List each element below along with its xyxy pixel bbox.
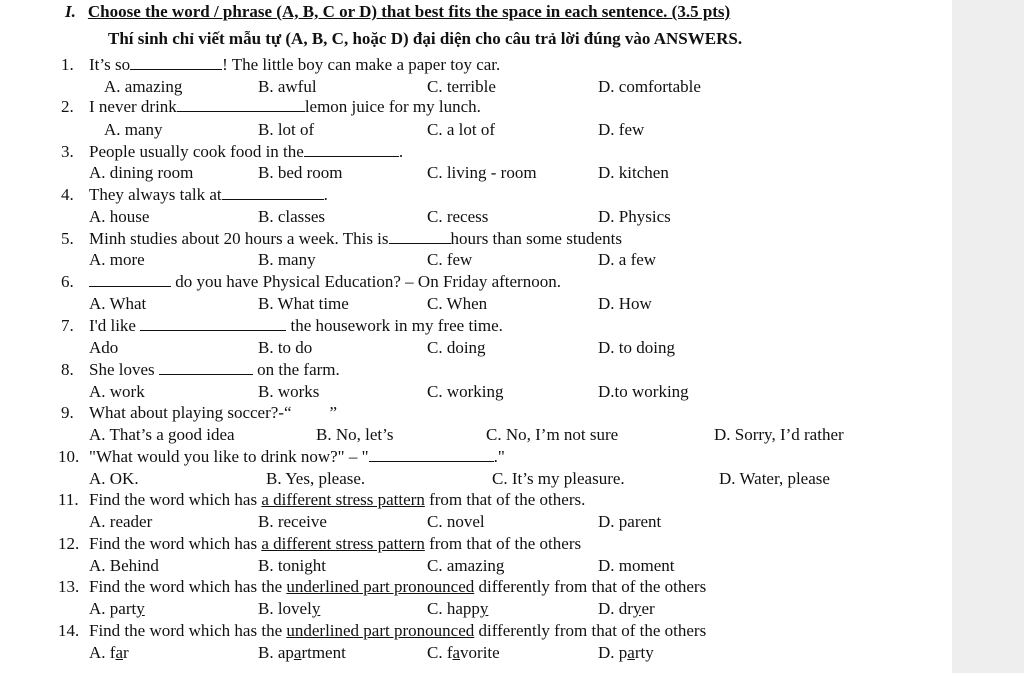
question-stem: Find the word which has a different stress pattern from that of the others	[89, 534, 582, 553]
option-d: D. few	[598, 120, 645, 139]
answer-blank	[140, 316, 286, 331]
question-number: 9.	[61, 403, 74, 422]
option-b: B. What time	[258, 294, 349, 313]
option-a: A. more	[89, 250, 145, 269]
option-d: D. moment	[598, 556, 675, 575]
option-a: A. work	[89, 382, 145, 401]
question-stem: Minh studies about 20 hours a week. This is hours than some students	[89, 229, 622, 248]
option-d: D. dryer	[598, 599, 655, 618]
option-d: D. How	[598, 294, 652, 313]
page-margin	[952, 0, 1024, 673]
question-stem: People usually cook food in the .	[89, 142, 404, 161]
question-stem: They always talk at .	[89, 185, 328, 204]
option-b: B. classes	[258, 207, 326, 226]
question-stem: What about playing soccer?-“ ”	[89, 403, 338, 422]
option-d: D. Sorry, I’d rather	[714, 425, 844, 444]
option-a: A. OK.	[89, 469, 139, 488]
question-stem: "What would you like to drink now?" – " ."	[89, 447, 505, 466]
option-c: C. working	[427, 382, 504, 401]
option-d: D. Water, please	[719, 469, 830, 488]
question-number: 8.	[61, 360, 74, 379]
option-d: D. Physics	[598, 207, 671, 226]
question-stem: Find the word which has a different stress pattern from that of the others.	[89, 490, 586, 509]
option-a: Ado	[89, 338, 119, 357]
option-b: B. lovely	[258, 599, 321, 618]
option-c: C. When	[427, 294, 488, 313]
question-stem: I never drink lemon juice for my lunch.	[89, 97, 481, 116]
option-c: C. amazing	[427, 556, 505, 575]
question-number: 3.	[61, 142, 74, 161]
answer-blank	[130, 55, 222, 70]
option-a: A. Behind	[89, 556, 159, 575]
option-c: C. terrible	[427, 77, 496, 96]
section-number: I.	[65, 2, 76, 21]
question-number: 14.	[58, 621, 80, 640]
option-c: C. doing	[427, 338, 486, 357]
option-a: A. amazing	[104, 77, 183, 96]
option-c: C. It’s my pleasure.	[492, 469, 625, 488]
option-a: A. party	[89, 599, 145, 618]
question-number: 5.	[61, 229, 74, 248]
question-number: 4.	[61, 185, 74, 204]
question-stem: Find the word which has the underlined part pronounced differently from that of the others	[89, 577, 707, 596]
option-a: A. far	[89, 643, 129, 662]
answer-blank	[222, 185, 324, 200]
option-a: A. That’s a good idea	[89, 425, 235, 444]
option-c: C. favorite	[427, 643, 500, 662]
option-c: C. No, I’m not sure	[486, 425, 619, 444]
option-a: A. reader	[89, 512, 153, 531]
option-d: D. to doing	[598, 338, 675, 357]
option-d: D. parent	[598, 512, 662, 531]
option-b: B. apartment	[258, 643, 346, 662]
question-number: 13.	[58, 577, 80, 596]
answer-blank	[177, 97, 305, 112]
section-instruction: Thí sinh chỉ viết mẫu tự (A, B, C, hoặc D) đại diện cho câu trả lời đúng vào ANSWERS.	[108, 29, 743, 48]
option-b: B. many	[258, 250, 316, 269]
option-b: B. to do	[258, 338, 313, 357]
question-number: 12.	[58, 534, 80, 553]
option-b: B. works	[258, 382, 320, 401]
section-title: Choose the word / phrase (A, B, C or D) that best fits the space in each sentence. (3.5 pts)	[87, 2, 731, 21]
option-c: C. recess	[427, 207, 489, 226]
option-a: A. dining room	[89, 163, 194, 182]
answer-blank	[159, 360, 253, 375]
question-number: 2.	[61, 97, 74, 116]
option-c: C. happy	[427, 599, 489, 618]
option-b: B. awful	[258, 77, 317, 96]
question-stem: I'd like the housework in my free time.	[89, 316, 503, 335]
answer-blank	[389, 229, 451, 244]
option-b: B. tonight	[258, 556, 327, 575]
question-stem: She loves on the farm.	[89, 360, 340, 379]
option-d: D. a few	[598, 250, 657, 269]
option-a: A. many	[104, 120, 163, 139]
option-d: D. kitchen	[598, 163, 669, 182]
option-c: C. living - room	[427, 163, 537, 182]
question-number: 7.	[61, 316, 74, 335]
question-number: 6.	[61, 272, 74, 291]
option-b: B. No, let’s	[316, 425, 394, 444]
option-c: C. novel	[427, 512, 485, 531]
answer-blank	[304, 142, 399, 157]
option-c: C. a lot of	[427, 120, 495, 139]
option-b: B. lot of	[258, 120, 315, 139]
answer-blank	[369, 447, 494, 462]
question-stem: do you have Physical Education? – On Friday afternoon.	[89, 272, 561, 292]
option-a: A. house	[89, 207, 150, 226]
option-c: C. few	[427, 250, 473, 269]
question-number: 10.	[58, 447, 80, 466]
option-d: D.to working	[598, 382, 689, 401]
answer-blank	[89, 272, 171, 287]
option-b: B. Yes, please.	[266, 469, 366, 488]
section-heading	[65, 2, 730, 22]
question-number: 11.	[58, 490, 79, 509]
question-stem: It’s so ! The little boy can make a paper toy car.	[89, 55, 501, 74]
question-number: 1.	[61, 55, 74, 74]
option-b: B. bed room	[258, 163, 343, 182]
option-b: B. receive	[258, 512, 327, 531]
option-a: A. What	[89, 294, 147, 313]
option-d: D. comfortable	[598, 77, 701, 96]
option-d: D. party	[598, 643, 654, 662]
question-stem: Find the word which has the underlined part pronounced differently from that of the others	[89, 621, 707, 640]
